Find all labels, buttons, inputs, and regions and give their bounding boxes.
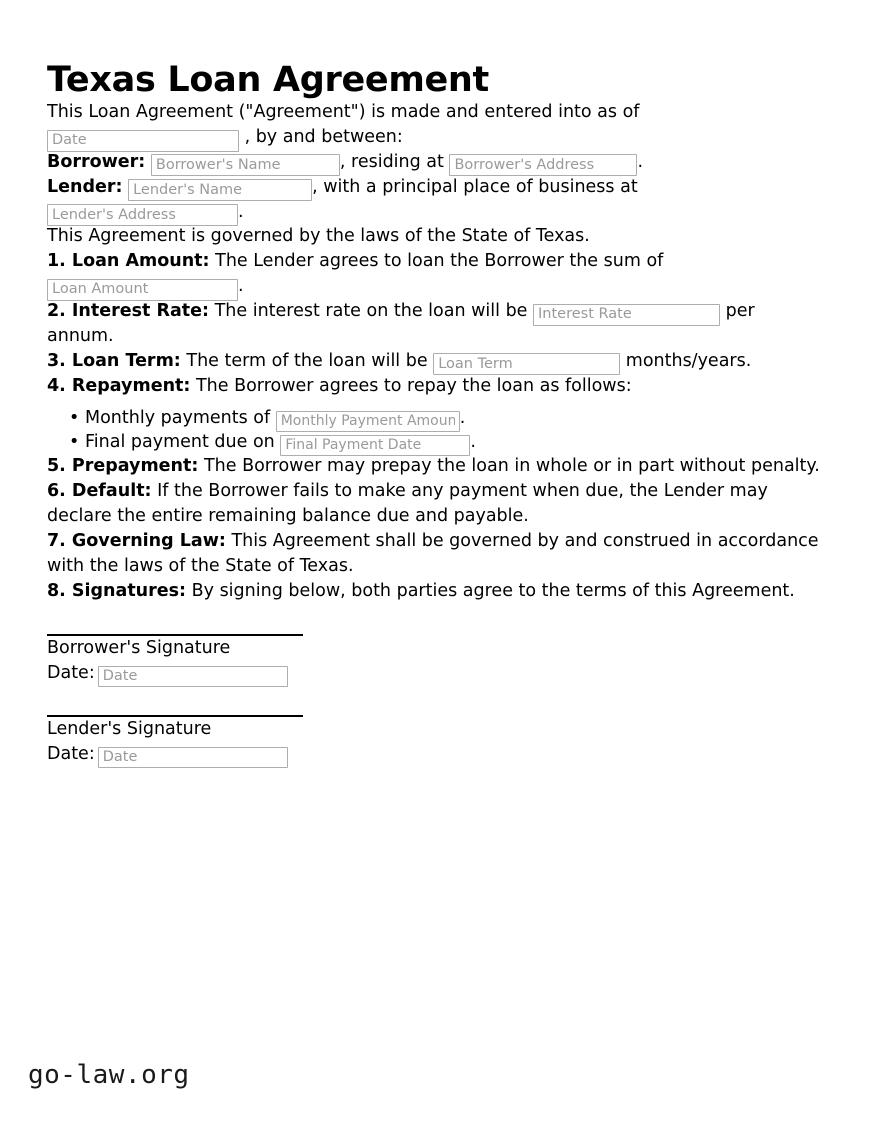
repayment-heading: 4. Repayment:: [47, 375, 191, 396]
governing-law-text: This Agreement shall be governed by and construed in accordance with the laws of the State of Texas.: [47, 530, 819, 576]
signatures-text: By signing below, both parties agree to the terms of this Agreement.: [191, 580, 795, 601]
bullet-icon: •: [69, 432, 80, 453]
loan-term-heading: 3. Loan Term:: [47, 350, 181, 371]
borrower-residing-text: , residing at: [339, 151, 444, 172]
interest-rate-text: The interest rate on the loan will be: [214, 301, 528, 321]
section-default: [47, 479, 822, 529]
intro-text-after-date: , by and between:: [244, 127, 403, 148]
section-governing-law: [47, 529, 822, 579]
lender-date-label: Date:: [47, 744, 95, 765]
borrower-paragraph: [47, 150, 822, 175]
lender-date-row: [47, 743, 822, 766]
lender-name-input[interactable]: [128, 179, 312, 201]
site-footer-watermark: go-law.org: [28, 1060, 190, 1090]
intro-paragraph: [47, 100, 822, 150]
borrower-signature-line: [47, 634, 303, 636]
section-signatures: [47, 579, 822, 604]
loan-amount-end-period: .: [238, 276, 244, 297]
interest-rate-suffix: per annum.: [47, 301, 755, 346]
document-page: [47, 0, 822, 766]
governing-statement: This Agreement is governed by the laws of the State of Texas.: [47, 226, 590, 247]
list-item: [69, 431, 822, 454]
borrower-date-row: [47, 662, 822, 685]
signatures-heading: 8. Signatures:: [47, 580, 187, 601]
borrower-label: Borrower:: [47, 151, 146, 172]
interest-rate-input[interactable]: [533, 304, 720, 326]
intro-text-before-date: This Loan Agreement ("Agreement") is made and entered into as of: [47, 102, 640, 123]
loan-amount-text: The Lender agrees to loan the Borrower the sum of: [215, 251, 664, 272]
lender-signature-line: [47, 715, 303, 717]
borrower-address-input[interactable]: [449, 154, 637, 176]
lender-signature-block: [47, 715, 822, 766]
repayment-list: [47, 407, 822, 454]
lender-label: Lender:: [47, 176, 123, 197]
interest-rate-heading: 2. Interest Rate:: [47, 301, 210, 321]
lender-signature-label: Lender's Signature: [47, 719, 212, 740]
agreement-date-input[interactable]: [47, 130, 239, 152]
section-prepayment: [47, 454, 822, 479]
monthly-payment-end-period: .: [459, 408, 466, 429]
final-payment-end-period: .: [470, 432, 476, 453]
page-title: Texas Loan Agreement: [47, 60, 489, 100]
section-repayment: [47, 374, 822, 399]
monthly-payment-text: Monthly payments of: [85, 408, 271, 429]
borrower-end-period: .: [637, 151, 644, 172]
borrower-signature-block: [47, 634, 822, 685]
borrower-signature-label: Borrower's Signature: [47, 638, 231, 659]
final-payment-text: Final payment due on: [85, 432, 275, 453]
section-interest-rate: [47, 299, 822, 349]
borrower-date-label: Date:: [47, 663, 95, 684]
lender-signature-date-input[interactable]: [98, 747, 288, 768]
default-text: If the Borrower fails to make any payment when due, the Lender may declare the entire remaining balance due and payable.: [47, 481, 768, 527]
borrower-signature-date-input[interactable]: [98, 666, 288, 687]
bullet-icon: •: [69, 408, 80, 429]
section-loan-amount: [47, 249, 822, 299]
lender-end-period: .: [238, 201, 244, 222]
prepayment-text: The Borrower may prepay the loan in whole or in part without penalty.: [203, 456, 820, 477]
lender-business-text: , with a principal place of business at: [312, 176, 638, 197]
list-item: [69, 407, 822, 430]
loan-term-input[interactable]: [433, 353, 620, 375]
loan-term-text: The term of the loan will be: [186, 350, 428, 371]
borrower-name-input[interactable]: [151, 154, 340, 176]
prepayment-heading: 5. Prepayment:: [47, 456, 199, 477]
loan-amount-heading: 1. Loan Amount:: [47, 251, 210, 272]
loan-term-suffix: months/years.: [625, 350, 752, 371]
repayment-text: The Borrower agrees to repay the loan as follows:: [195, 375, 632, 396]
default-heading: 6. Default:: [47, 481, 152, 502]
governing-law-heading: 7. Governing Law:: [47, 530, 226, 551]
monthly-payment-amount-input[interactable]: [276, 411, 460, 432]
lender-paragraph: [47, 175, 822, 225]
loan-amount-input[interactable]: [47, 279, 238, 301]
final-payment-date-input[interactable]: [280, 435, 470, 456]
section-loan-term: [47, 349, 822, 374]
lender-address-input[interactable]: [47, 204, 238, 226]
